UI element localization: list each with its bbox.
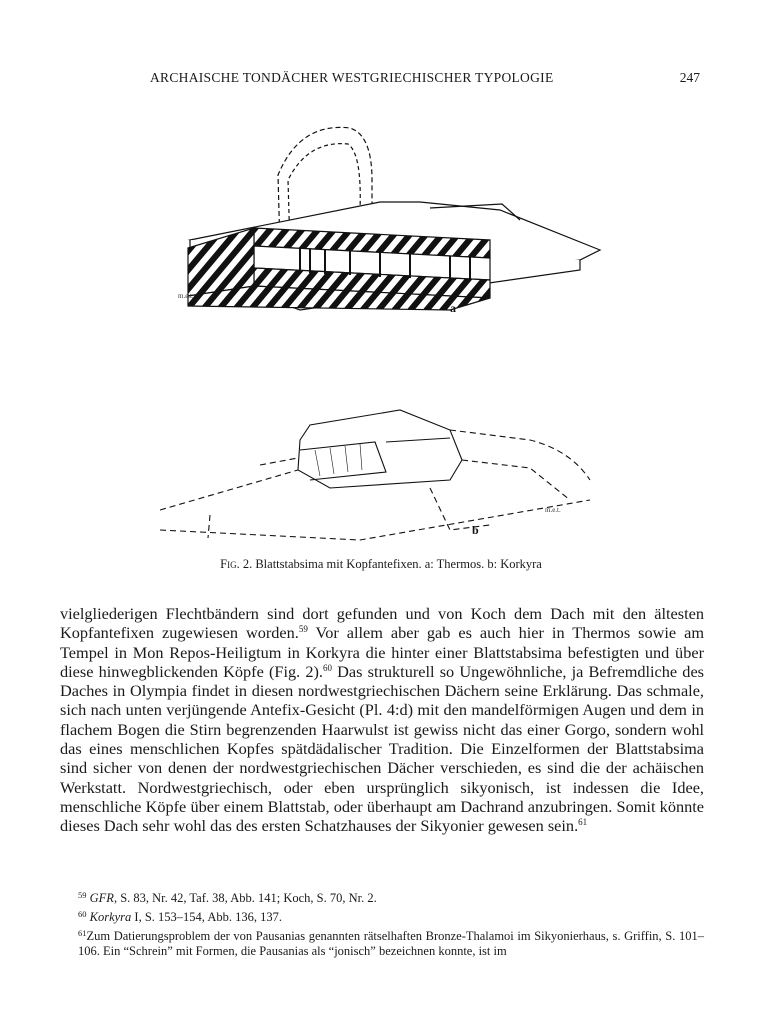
- figure-label-b: b: [472, 523, 479, 537]
- fragment: [298, 410, 462, 488]
- figure-2: [150, 120, 620, 550]
- footnote-number: 60: [78, 908, 87, 919]
- body-text-1: vielgliederigen Flechtbändern sind dort gefunden und von Koch dem Dach mit den ältesten Kopfantefixen zugewiesen worden.: [60, 604, 704, 643]
- footnote-59: [60, 888, 704, 907]
- footnote-italic: GFR: [89, 891, 114, 905]
- artist-signature-a: m.e.t.: [178, 292, 194, 300]
- footnote-61: [60, 926, 704, 961]
- drawing-b: [160, 410, 590, 540]
- footnote-italic: Korkyra: [89, 909, 132, 924]
- footnote-ref-61[interactable]: 61: [578, 817, 588, 828]
- figure-drawing: [150, 120, 620, 550]
- footnote-number: 61: [78, 927, 87, 938]
- footnote-text: , S. 83, Nr. 42, Taf. 38, Abb. 141; Koch, S. 70, Nr. 2.: [113, 891, 377, 905]
- body-paragraph: [60, 604, 704, 836]
- body-text-2: Vor allem aber gab es auch hier in Thermos sowie am Tempel in Mon Repos-Heiligtum in Korkyra die hinter einer Blattstabsima befestigten und über diese hinwegblickenden Köpfe (Fig. 2).: [60, 623, 704, 681]
- artist-signature-b: m.e.t.: [545, 506, 561, 514]
- footnote-number: 59: [78, 890, 87, 900]
- footnote-ref-59[interactable]: 59: [298, 624, 308, 635]
- running-head: [64, 70, 700, 90]
- footnote-text: I, S. 153–154, Abb. 136, 137.: [131, 909, 282, 924]
- footnotes: [60, 888, 704, 960]
- body-text-3: Das strukturell so Ungewöhnliche, ja Befremdliche des Daches in Olympia findet in diesen nordwestgriechischen Dächern seine Erklärung. Das schmale, sich nach unten verjüngende Antefix-Gesicht (Pl. 4:d) mit den mandelförmigen Augen und dem in flachem Bogen die Stirn begrenzenden Haarwulst ist gewiss nicht das einer Gorgo, sondern wohl das eines menschlichen Kopfes spätdädalischer Tradition. Die Einzelformen der Blattstabsima sind sicher von denen der nordwestgriechischen Dächer verschieden, es sind die der achäischen Werkstatt. Nordwestgriechisch, oder eben ursprünglich sikyonisch, ist indessen die Idee, menschliche Köpfe über einem Blattstab, oder überhaupt am Dachrand anzubringen. Somit könnte dieses Dach sehr wohl das des ersten Schatzhauses der Sikyonier gewesen sein.: [60, 661, 705, 836]
- drawing-a: [188, 127, 600, 310]
- footnote-60: [60, 907, 704, 926]
- running-title: ARCHAISCHE TONDÄCHER WESTGRIECHISCHER TYPOLOGIE: [150, 70, 554, 85]
- figure-caption: [0, 557, 762, 572]
- caption-text: Blattstabsima mit Kopfantefixen. a: Thermos. b: Korkyra: [255, 557, 542, 571]
- figure-label-a: a: [450, 301, 456, 315]
- footnote-text: Zum Datierungsproblem der von Pausanias genannten rätselhaften Bronze-Thalamoi im Sikyonierhaus, s. Griffin, S. 101–106. Ein “Schrein” mit Formen, die Pausanias als “jonisch” bezeichnen konnte, ist im: [78, 928, 704, 959]
- footnote-ref-60[interactable]: 60: [322, 662, 332, 673]
- page-number: 247: [679, 70, 700, 85]
- caption-label: Fig. 2.: [220, 557, 253, 571]
